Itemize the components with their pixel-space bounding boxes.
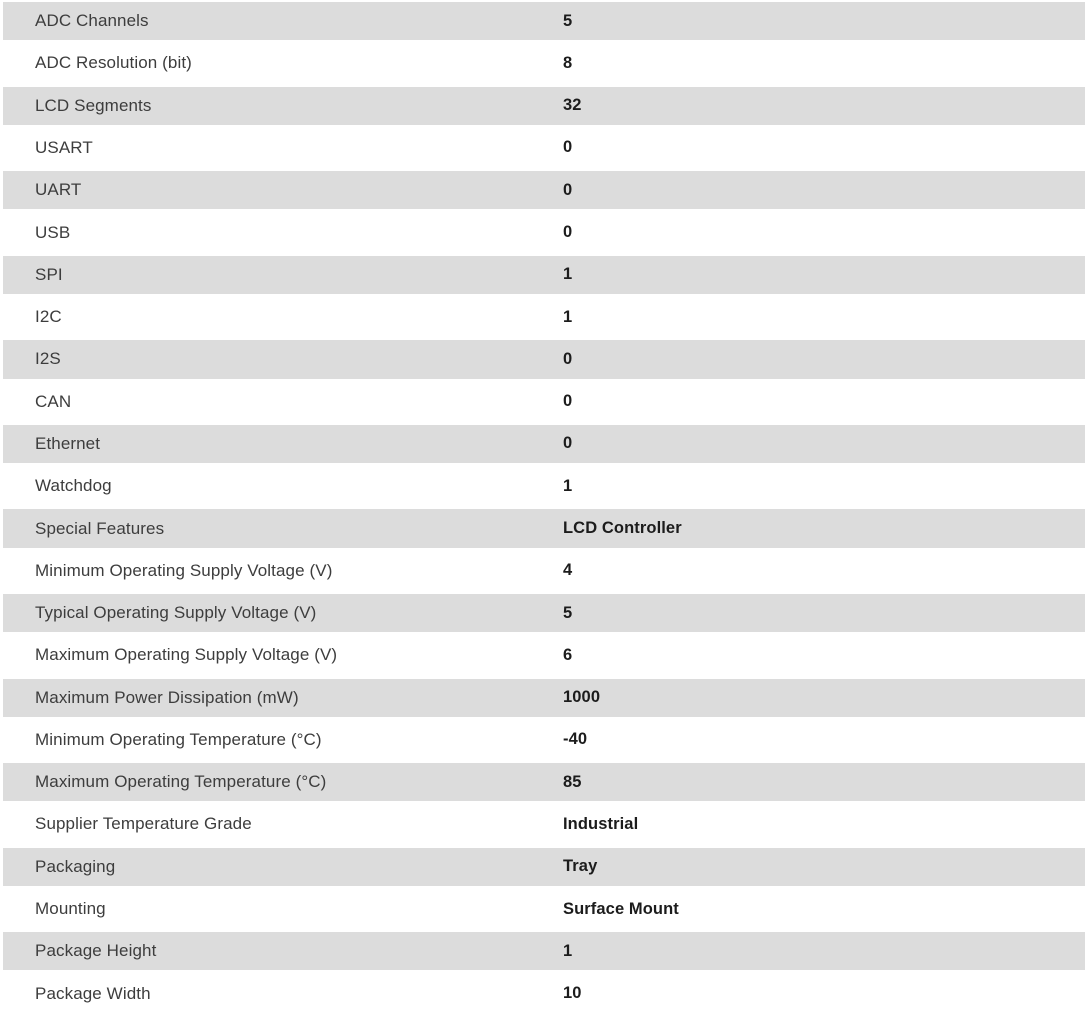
spec-label: Special Features xyxy=(35,518,165,538)
spec-label: ADC Resolution (bit) xyxy=(35,53,192,73)
spec-value: 1 xyxy=(563,941,573,960)
spec-value: 0 xyxy=(563,392,573,411)
spec-label: USB xyxy=(35,222,71,242)
spec-label: I2C xyxy=(35,307,62,327)
spec-label: Supplier Temperature Grade xyxy=(35,814,252,834)
spec-value: 0 xyxy=(563,180,573,199)
spec-value: 5 xyxy=(563,603,573,622)
spec-label: Typical Operating Supply Voltage (V) xyxy=(35,603,317,623)
spec-value: 0 xyxy=(563,349,573,368)
spec-label: Packaging xyxy=(35,856,116,876)
spec-label: ADC Channels xyxy=(35,11,149,31)
table-row xyxy=(0,803,1085,845)
spec-value: -40 xyxy=(563,730,588,749)
table-row xyxy=(0,42,1085,84)
table-row xyxy=(0,846,1085,888)
table-row xyxy=(0,761,1085,803)
spec-value: Industrial xyxy=(563,814,639,833)
spec-value: Surface Mount xyxy=(563,899,679,918)
spec-value: 1000 xyxy=(563,688,601,707)
spec-label: Maximum Power Dissipation (mW) xyxy=(35,687,299,707)
spec-label: Minimum Operating Temperature (°C) xyxy=(35,729,322,749)
table-row xyxy=(0,677,1085,719)
spec-label: Package Width xyxy=(35,983,151,1003)
spec-label: SPI xyxy=(35,264,63,284)
spec-label: CAN xyxy=(35,391,72,411)
table-row xyxy=(0,930,1085,972)
spec-label: Maximum Operating Temperature (°C) xyxy=(35,772,327,792)
table-row xyxy=(0,423,1085,465)
spec-label: Mounting xyxy=(35,899,106,919)
spec-value: 85 xyxy=(563,772,582,791)
table-row xyxy=(0,254,1085,296)
table-row xyxy=(0,127,1085,169)
spec-value: 0 xyxy=(563,138,573,157)
table-row xyxy=(0,211,1085,253)
table-row xyxy=(0,592,1085,634)
spec-value: 8 xyxy=(563,53,573,72)
spec-value: 4 xyxy=(563,561,573,580)
table-row xyxy=(0,296,1085,338)
spec-label: Ethernet xyxy=(35,433,101,453)
spec-value: LCD Controller xyxy=(563,519,682,538)
spec-label: LCD Segments xyxy=(35,95,152,115)
spec-value: 0 xyxy=(563,223,573,242)
table-row xyxy=(0,972,1085,1014)
spec-label: UART xyxy=(35,180,82,200)
table-row xyxy=(0,381,1085,423)
table-row xyxy=(0,465,1085,507)
table-row xyxy=(0,719,1085,761)
spec-value: 32 xyxy=(563,96,582,115)
table-row xyxy=(0,634,1085,676)
table-row xyxy=(0,507,1085,549)
spec-label: Watchdog xyxy=(35,476,112,496)
spec-value: 1 xyxy=(563,307,573,326)
spec-label: USART xyxy=(35,137,93,157)
spec-label: Maximum Operating Supply Voltage (V) xyxy=(35,645,338,665)
spec-value: 5 xyxy=(563,11,573,30)
table-row xyxy=(0,338,1085,380)
table-row xyxy=(0,888,1085,930)
spec-value: 1 xyxy=(563,265,573,284)
spec-label: Package Height xyxy=(35,941,157,961)
table-row xyxy=(0,85,1085,127)
table-row xyxy=(0,0,1085,42)
spec-value: Tray xyxy=(563,857,598,876)
spec-value: 1 xyxy=(563,476,573,495)
table-row xyxy=(0,169,1085,211)
spec-value: 10 xyxy=(563,984,582,1003)
spec-value: 0 xyxy=(563,434,573,453)
spec-label: I2S xyxy=(35,349,61,369)
spec-label: Minimum Operating Supply Voltage (V) xyxy=(35,560,333,580)
table-row xyxy=(0,550,1085,592)
spec-value: 6 xyxy=(563,645,573,664)
